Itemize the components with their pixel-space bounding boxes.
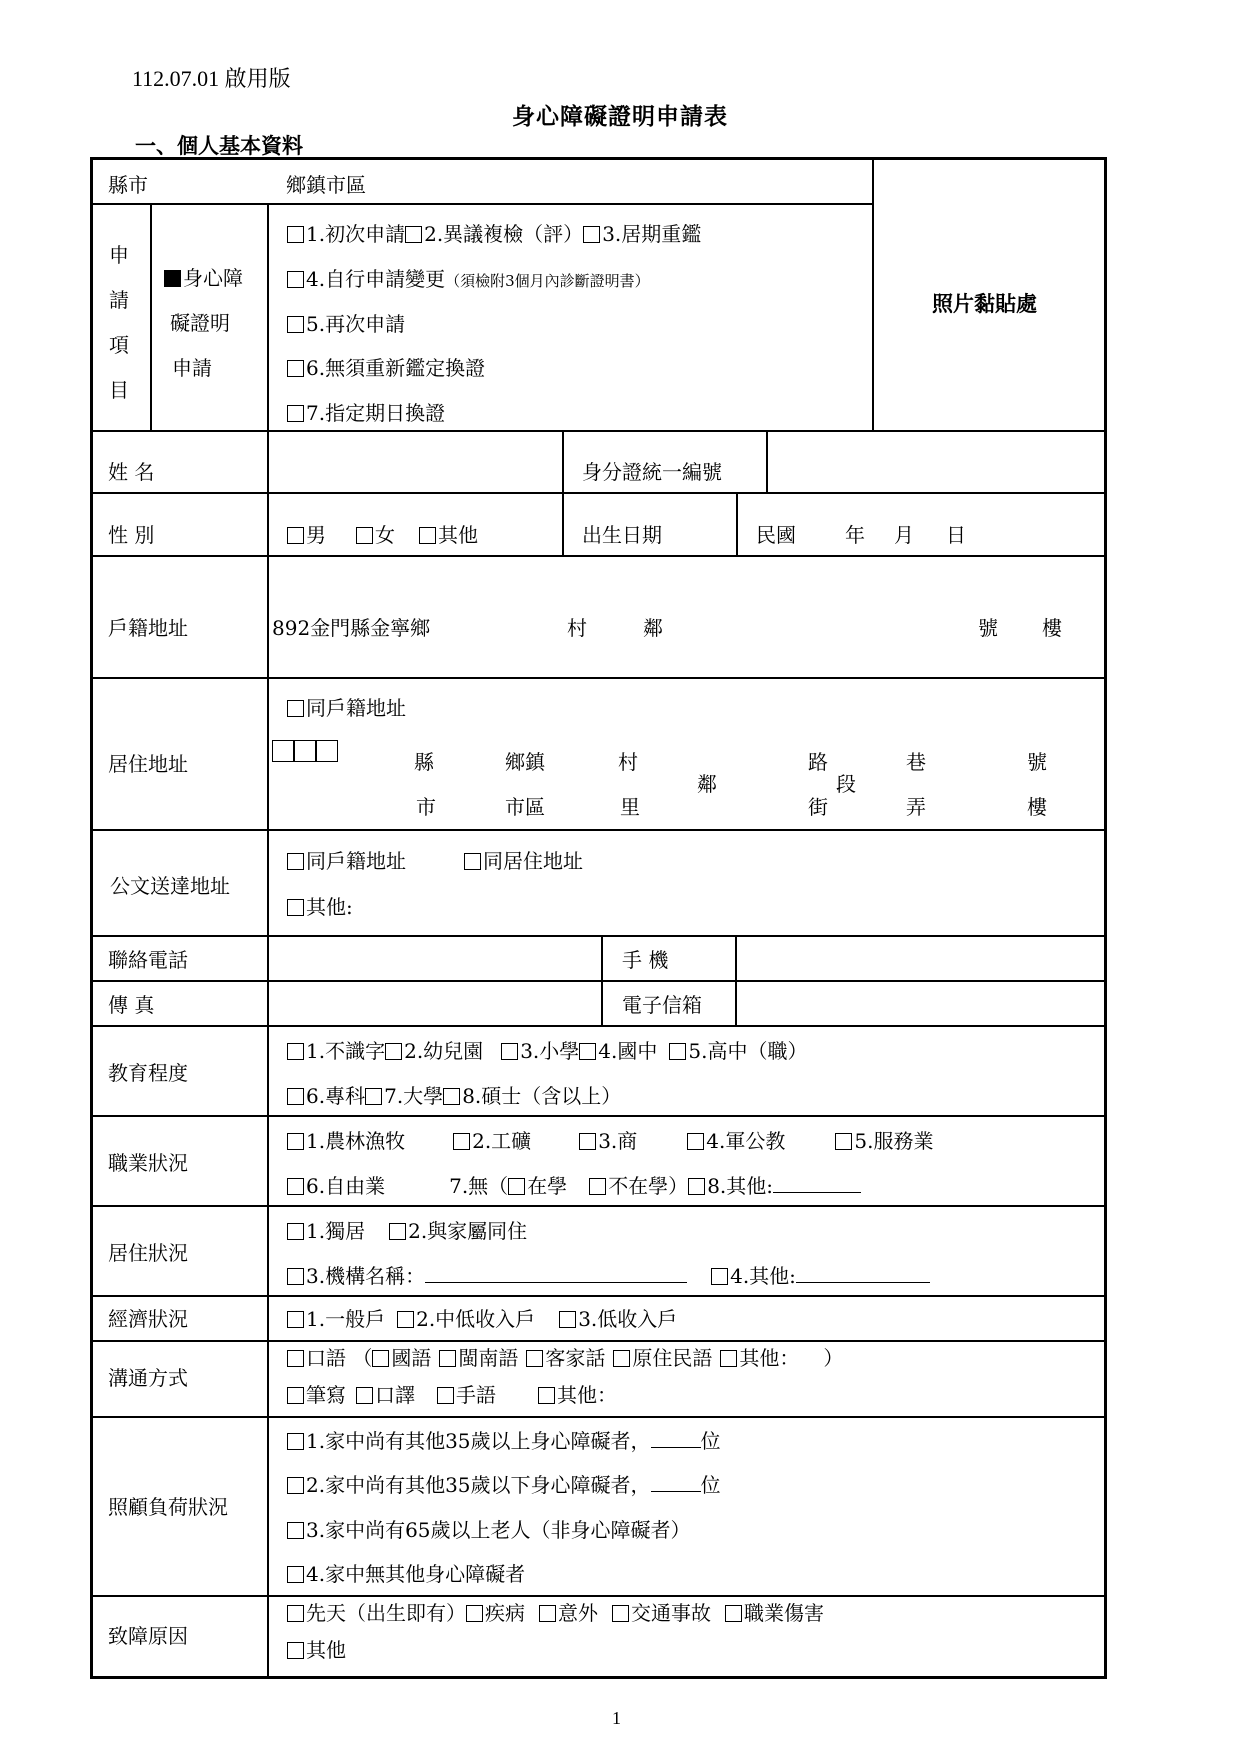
checkbox-comm-oral[interactable] <box>287 1350 304 1367</box>
household-number: 號 <box>978 616 998 640</box>
residence-alley: 弄 <box>906 795 926 819</box>
apply-options-line5: 7.指定期日換證 <box>287 403 445 423</box>
checkbox-appeal[interactable] <box>405 226 422 243</box>
residence-road: 路 <box>808 750 828 774</box>
residence-lane: 巷 <box>906 750 926 774</box>
checkbox-cause-disease[interactable] <box>466 1605 483 1622</box>
checkbox-edu-4[interactable] <box>579 1043 596 1060</box>
residence-number: 號 <box>1027 750 1047 774</box>
checkbox-initial[interactable] <box>287 226 304 243</box>
checkbox-comm-minnan[interactable] <box>439 1350 456 1367</box>
checkbox-comm-hakka[interactable] <box>526 1350 543 1367</box>
economy-label: 經濟狀況 <box>108 1307 188 1331</box>
apply-label-1: 申 <box>109 243 129 267</box>
care-burden-label: 照顧負荷狀況 <box>108 1495 228 1519</box>
household-neighborhood: 鄰 <box>643 616 663 640</box>
checkbox-care-4[interactable] <box>287 1566 304 1583</box>
checkbox-occ-1[interactable] <box>287 1133 304 1150</box>
checkbox-male[interactable] <box>287 527 304 544</box>
checkbox-live-4[interactable] <box>711 1268 728 1285</box>
living-label: 居住狀況 <box>108 1241 188 1265</box>
household-floor: 樓 <box>1042 616 1062 640</box>
household-address-prefix: 892金門縣金寧鄉 <box>272 616 431 640</box>
mail-options-line1: 同戶籍地址 同居住地址 <box>287 851 583 871</box>
phone-label: 聯絡電話 <box>108 948 188 972</box>
township-label: 鄉鎮市區 <box>286 173 366 197</box>
checkbox-care-1[interactable] <box>287 1433 304 1450</box>
disability-cause-label: 致障原因 <box>108 1624 188 1648</box>
gender-label: 性 別 <box>108 523 155 547</box>
communication-line2: 筆寫 口譯 手語 其他： <box>287 1385 617 1405</box>
checkbox-occ-4[interactable] <box>687 1133 704 1150</box>
checkbox-cause-occupational[interactable] <box>725 1605 742 1622</box>
education-label: 教育程度 <box>108 1061 188 1085</box>
household-village: 村 <box>567 616 587 640</box>
residence-section: 段 <box>836 772 856 796</box>
checkbox-occ-2[interactable] <box>453 1133 470 1150</box>
cause-line1: 先天（出生即有） 疾病 意外 交通事故 職業傷害 <box>287 1603 824 1623</box>
checkbox-edu-6[interactable] <box>287 1088 304 1105</box>
checkbox-comm-other[interactable] <box>538 1387 555 1404</box>
checkbox-cause-traffic[interactable] <box>612 1605 629 1622</box>
checkbox-reassess[interactable] <box>583 226 600 243</box>
residence-address-label: 居住地址 <box>108 752 188 776</box>
occupation-other-blank[interactable] <box>773 1176 861 1193</box>
care-count-2-blank[interactable] <box>651 1475 701 1492</box>
residence-street: 街 <box>808 795 828 819</box>
checkbox-occ-5[interactable] <box>835 1133 852 1150</box>
checkbox-edu-8[interactable] <box>443 1088 460 1105</box>
care-count-1-blank[interactable] <box>651 1431 701 1448</box>
checkbox-occ-nonstudent[interactable] <box>589 1178 606 1195</box>
checkbox-cause-congenital[interactable] <box>287 1605 304 1622</box>
communication-line1: 口語 （ 國語 閩南語 客家話 原住民語 其他： ） <box>287 1348 843 1368</box>
care-line4: 4.家中無其他身心障礙者 <box>287 1564 525 1584</box>
apply-options-line4: 6.無須重新鑑定換證 <box>287 358 485 378</box>
checkbox-comm-sign[interactable] <box>437 1387 454 1404</box>
checkbox-comm-mandarin[interactable] <box>372 1350 389 1367</box>
apply-category-line2: 礙證明 <box>170 311 230 335</box>
living-other-blank[interactable] <box>796 1266 930 1283</box>
checkbox-cause-other[interactable] <box>287 1642 304 1659</box>
mail-address-label: 公文送達地址 <box>110 874 230 898</box>
checkbox-comm-lang-other[interactable] <box>720 1350 737 1367</box>
checkbox-edu-3[interactable] <box>501 1043 518 1060</box>
checkbox-scheduled[interactable] <box>287 405 304 422</box>
apply-label-2: 請 <box>109 288 129 312</box>
cause-line2: 其他 <box>287 1640 346 1660</box>
apply-category: 身心障 <box>164 268 243 288</box>
apply-label-3: 項 <box>109 333 129 357</box>
checkbox-occ-student[interactable] <box>508 1178 525 1195</box>
residence-district: 市區 <box>505 795 545 819</box>
living-line1: 1.獨居 2.與家屬同住 <box>287 1221 527 1241</box>
checkbox-female[interactable] <box>356 527 373 544</box>
postal-code-boxes[interactable] <box>272 740 338 763</box>
checkbox-mail-household[interactable] <box>287 853 304 870</box>
education-line1: 1.不識字 2.幼兒園 3.小學 4.國中 5.高中（職） <box>287 1041 807 1061</box>
residence-township: 鄉鎮 <box>505 750 545 774</box>
form-title: 身心障礙證明申請表 <box>512 104 728 130</box>
version-label: 112.07.01 啟用版 <box>132 66 291 91</box>
checkbox-eco-1[interactable] <box>287 1311 304 1328</box>
apply-label-4: 目 <box>109 378 129 402</box>
page-number: 1 <box>612 1708 621 1728</box>
occupation-label: 職業狀況 <box>108 1151 188 1175</box>
checkbox-self-change[interactable] <box>287 271 304 288</box>
gender-options: 男 女 其他 <box>287 525 478 545</box>
living-line2: 3.機構名稱： 4.其他: <box>287 1266 930 1286</box>
care-line1: 1.家中尚有其他35歲以上身心障礙者， 位 <box>287 1431 721 1451</box>
apply-options-line2: 4.自行申請變更（須檢附3個月內診斷證明書） <box>287 269 650 289</box>
fax-label: 傳 真 <box>108 993 155 1017</box>
photo-area-label: 照片黏貼處 <box>932 292 1037 316</box>
checkbox-edu-5[interactable] <box>669 1043 686 1060</box>
checkbox-comm-writing[interactable] <box>287 1387 304 1404</box>
apply-options-line3: 5.再次申請 <box>287 314 405 334</box>
residence-village: 村 <box>618 750 638 774</box>
id-number-label: 身分證統一編號 <box>582 460 722 484</box>
care-line3: 3.家中尚有65歲以上老人（非身心障礙者） <box>287 1520 691 1540</box>
apply-options-line1: 1.初次申請 2.異議複檢（評） 3.居期重鑑 <box>287 224 701 244</box>
checkbox-reapply[interactable] <box>287 316 304 333</box>
residence-neighborhood: 鄰 <box>697 772 717 796</box>
checkbox-live-1[interactable] <box>287 1223 304 1240</box>
residence-city: 市 <box>416 795 436 819</box>
apply-category-line3: 申請 <box>172 356 212 380</box>
residence-county: 縣 <box>414 750 434 774</box>
checkbox-care-2[interactable] <box>287 1477 304 1494</box>
checkbox-eco-2[interactable] <box>397 1311 414 1328</box>
checkbox-comm-interpret[interactable] <box>356 1387 373 1404</box>
mobile-label: 手 機 <box>622 948 669 972</box>
mail-options-line2: 其他: <box>287 897 353 917</box>
checkbox-eco-3[interactable] <box>559 1311 576 1328</box>
checkbox-occ-3[interactable] <box>579 1133 596 1150</box>
education-line2: 6.專科 7.大學 8.碩士（含以上） <box>287 1086 621 1106</box>
residence-same: 同戶籍地址 <box>287 698 406 718</box>
apply-note: （須檢附3個月內診斷證明書） <box>445 272 650 290</box>
checkbox-mail-residence[interactable] <box>464 853 481 870</box>
residence-floor: 樓 <box>1027 795 1047 819</box>
checkbox-care-3[interactable] <box>287 1522 304 1539</box>
institution-name-blank[interactable] <box>425 1266 687 1283</box>
birth-date-label: 出生日期 <box>582 523 662 547</box>
checkbox-comm-indigenous[interactable] <box>613 1350 630 1367</box>
checkbox-edu-1[interactable] <box>287 1043 304 1060</box>
section-heading: 一、個人基本資料 <box>135 134 303 158</box>
communication-label: 溝通方式 <box>108 1366 188 1390</box>
checkbox-live-2[interactable] <box>389 1223 406 1240</box>
checkbox-cause-accident[interactable] <box>539 1605 556 1622</box>
birth-month-label: 月 <box>894 523 914 547</box>
checked-box-icon[interactable] <box>164 270 181 287</box>
checkbox-mail-other[interactable] <box>287 899 304 916</box>
email-label: 電子信箱 <box>622 993 702 1017</box>
birth-year-label: 年 <box>845 523 865 547</box>
checkbox-no-reassess[interactable] <box>287 360 304 377</box>
birth-day-label: 日 <box>946 523 966 547</box>
care-line2: 2.家中尚有其他35歲以下身心障礙者， 位 <box>287 1475 721 1495</box>
household-address-label: 戶籍地址 <box>108 616 188 640</box>
occupation-line2: 6.自由業 7.無（ 在學 不在學） 8.其他: <box>287 1176 861 1196</box>
checkbox-occ-6[interactable] <box>287 1178 304 1195</box>
checkbox-occ-8[interactable] <box>688 1178 705 1195</box>
birth-roc-label: 民國 <box>756 523 796 547</box>
county-label: 縣市 <box>108 173 148 197</box>
checkbox-gender-other[interactable] <box>419 527 436 544</box>
occupation-line1: 1.農林漁牧 2.工礦 3.商 4.軍公教 5.服務業 <box>287 1131 933 1151</box>
checkbox-residence-same[interactable] <box>287 700 304 717</box>
residence-li: 里 <box>620 795 640 819</box>
economy-options: 1.一般戶 2.中低收入戶 3.低收入戶 <box>287 1309 677 1329</box>
name-label: 姓 名 <box>108 460 155 484</box>
checkbox-edu-2[interactable] <box>385 1043 402 1060</box>
checkbox-edu-7[interactable] <box>365 1088 382 1105</box>
checkbox-live-3[interactable] <box>287 1268 304 1285</box>
